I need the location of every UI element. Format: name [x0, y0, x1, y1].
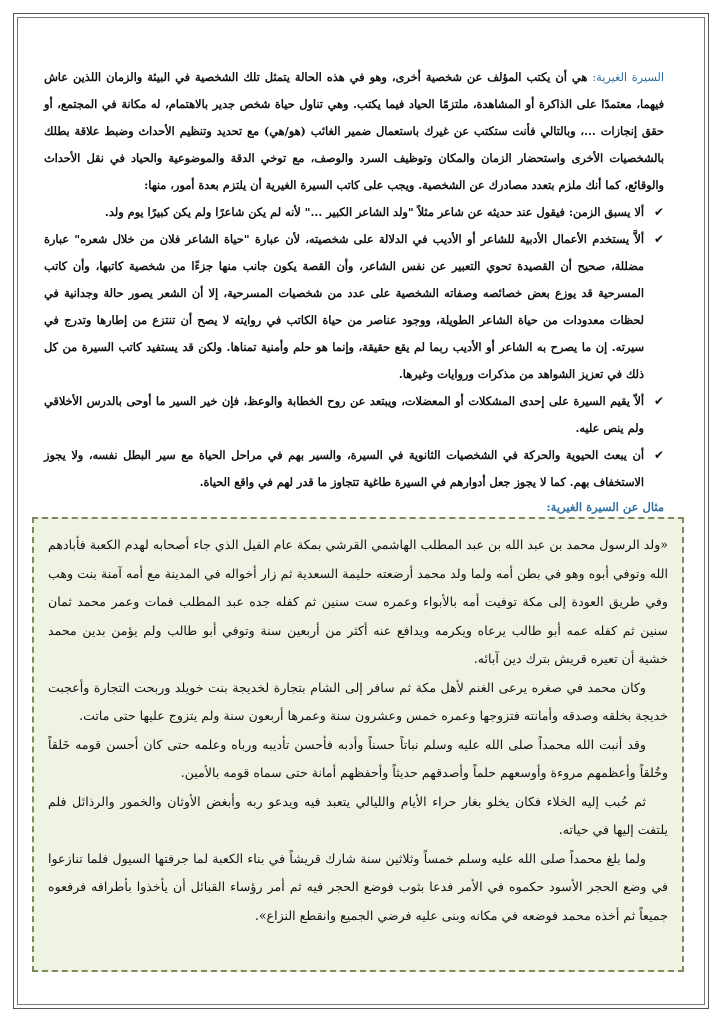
term-label: السيرة الغيرية: [592, 71, 664, 84]
rule-text: ألا يسبق الزمن: فيقول عند حديثه عن شاعر مثلاً "ولد الشاعر الكبير ..." لأنه لم يكن شاعرًا ولم يكن كبيرًا يوم ولد. [104, 205, 644, 219]
list-item [44, 199, 664, 226]
check-icon: ✔ [653, 232, 664, 246]
main-content [44, 64, 664, 518]
example-paragraph: ولما بلغ محمداً صلى الله عليه وسلم خمساً وثلاثين سنة شارك قريشاً في بناء الكعبة لما جرفتها السيول فلما تنازعوا في وضع الحجر الأسود حكموه في الأمر فدعا بثوب فوضع الحجر فيه ثم أمر رؤساء القبائل أن يأخذوا بأطرافه فرفعوه جميعاً ثم أخذه محمد فوضعه في مكانه وبنى عليه فرضي الجميع وانقطع النزاع». [48, 850, 668, 923]
example-box [32, 517, 684, 972]
example-paragraph: ثم حُبب إليه الخلاء فكان يخلو بغار حراء الأيام والليالي يتعبد فيه ويدعو ربه وأبغض الأوثان والخمور والرذائل فلم يلتفت إليها في حياته. [48, 793, 668, 837]
intro-paragraph [44, 64, 664, 199]
example-heading: مثال عن السيرة الغيرية: [546, 500, 664, 514]
intro-text: هي أن يكتب المؤلف عن شخصية أخرى، وهو في هذه الحالة يتمثل تلك الشخصية في البيئة والزمان اللذين عاش فيهما، معتمدًا على الذاكرة أو المشاهدة، ملتزمًا الحياد فيما يكتب. وهي تناول حياة شخص جدير بالاهتمام، له مكانة في المجتمع، أو حقق إنجازات ...، وبالتالي فأنت ستكتب عن غيرك باستعمال ضمير الغائب (هو/هي) مع تحديد وتنظيم الأحداث وضبط علاقة بطلك بالشخصيات الأخرى واستحضار الزمان والمكان وتوظيف السرد والوصف، مع توخي الدقة والموضوعية والحياد في نقل الأحداث والوقائع، كما أنك ملزم بتعدد مصادرك عن الشخصية. ويجب على كاتب السيرة الغيرية أن يلتزم بعدة أمور، منها: [44, 70, 664, 192]
rule-text: ألاَّ يستخدم الأعمال الأدبية للشاعر أو الأديب في الدلالة على شخصيته، لأن عبارة "حياة الشاعر فلان من خلال شعره" عبارة مضللة، صحيح أن القصيدة تحوي التعبير عن نفس الشاعر، وأن القصة يكون جانب منها جزءًا من شخصية كاتبها، وأن كاتب المسرحية قد يوزع بعض خصائصه وصفاته الشخصية على عدد من شخصيات المسرحية، إلا أن الشعر يصور حالة وجدانية في لحظات معدودات من حياة الشاعر الطويلة، ووجود عناصر من حياة الكاتب في روايته لا يصح أن تنتزع من إطارها وتدرج في سيرته. إن ما يصرح به الشاعر أو الأديب ربما لم يقع حقيقة، وإنما هو حلم وأمنية تمناها. ولكن قد يستفيد كاتب السيرة من كل ذلك في تعزيز الشواهد من مذكرات وروايات وغيرها. [44, 232, 644, 381]
rule-text: ألاّ يقيم السيرة على إحدى المشكلات أو المعضلات، ويبتعد عن روح الخطابة والوعظ، فإن خير السير ما أوحى بالدرس الأخلاقي ولم ينص عليه. [44, 394, 644, 435]
check-icon: ✔ [653, 394, 664, 408]
example-paragraph: «ولد الرسول محمد بن عبد الله بن عبد المطلب الهاشمي القرشي بمكة عام الفيل الذي جاء أصحابه لهدم الكعبة فأبادهم الله وتوفي أبوه وهو في بطن أمه ولما ولد محمد أرضعته حليمة السعدية ثم زار أخواله في المدينة مع أمه آمنة بنت وهب وفي طريق العودة إلى مكة توفيت أمه بالأبواء وعمره ست سنين ثم كفله جده عبد المطلب فمات وعمر محمد ثمان سنين ثم كفله عمه أبو طالب يرعاه ويكرمه ويدافع عنه أكثر من أربعين سنة وتوفي أبو طالب ولم يؤمن بدين محمد خشية أن تعيره قريش بترك دين آبائه. [48, 537, 668, 666]
rules-list [44, 199, 664, 496]
list-item [44, 226, 664, 388]
list-item [44, 388, 664, 442]
example-paragraph: وقد أنبت الله محمداً صلى الله عليه وسلم نباتاً حسناً وأدبه فأحسن تأديبه ورباه وعلمه حتى كان أحسن قومه خَلقاً وخُلقاً وأعظمهم مروءة وأوسعهم حلماً وأصدقهم حديثاً وأحفظهم أمانة حتى سماه قومه بالأمين. [48, 736, 668, 780]
check-icon: ✔ [653, 205, 664, 219]
list-item [44, 442, 664, 496]
check-icon: ✔ [653, 448, 664, 462]
example-paragraph: وكان محمد في صغره يرعى الغنم لأهل مكة ثم سافر إلى الشام بتجارة لخديجة بنت خويلد وربحت التجارة وأعجبت خديجة بخلقه وصدقه وأمانته فتزوجها وعمره خمس وعشرون سنة وعمرها أربعون سنة ولم يتزوج عليها حتى ماتت. [48, 679, 668, 723]
rule-text: أن يبعث الحيوية والحركة في الشخصيات الثانوية في السيرة، والسير بهم في مراحل الحياة مع سير البطل نفسه، ولا يجوز الاستخفاف بهم. كما لا يجوز جعل أدوارهم في السيرة طاغية تتجاوز ما قدر لهم في واقع الحياة. [44, 448, 644, 489]
